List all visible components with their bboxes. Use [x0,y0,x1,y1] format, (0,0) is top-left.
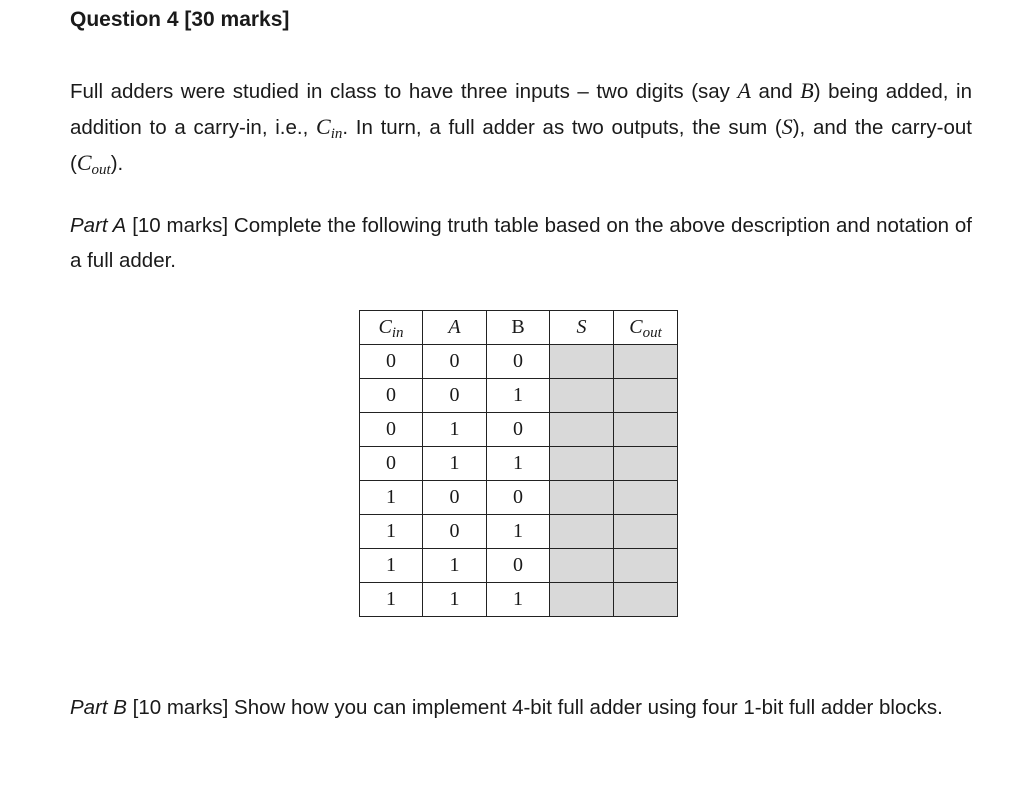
part-a-text: [10 marks] Complete the following truth table based on the above description and notation of a full adder. [70,214,972,272]
cell-s-answer[interactable] [550,447,614,481]
cell-a: 1 [423,447,487,481]
cell-a: 0 [423,481,487,515]
cell-s-answer[interactable] [550,345,614,379]
var-cin-sub: in [330,126,343,142]
header-a: A [423,311,487,345]
cell-s-answer[interactable] [550,413,614,447]
cell-a: 1 [423,583,487,617]
truth-table-header-row [360,311,678,345]
intro-paragraph [70,73,972,181]
cell-cout-answer[interactable] [614,549,678,583]
cell-cout-answer[interactable] [614,345,678,379]
cell-a: 1 [423,413,487,447]
cell-cout-answer[interactable] [614,413,678,447]
intro-text-2: and [750,80,801,103]
var-cin-base: C [316,114,331,139]
intro-text-6: ). [110,152,124,175]
cell-a: 0 [423,379,487,413]
cell-cout-answer[interactable] [614,515,678,549]
cell-cout-answer[interactable] [614,583,678,617]
part-b-label: Part B [70,696,127,719]
var-cin [316,114,343,142]
cell-cin: 1 [360,515,423,549]
cell-a: 0 [423,345,487,379]
question-title: Question 4 [30 marks] [70,8,290,31]
header-cout [614,311,678,345]
truth-table [359,310,678,617]
cell-cout-answer[interactable] [614,447,678,481]
table-row [360,583,678,617]
part-a-label: Part A [70,214,127,237]
cell-cin: 0 [360,413,423,447]
cell-s-answer[interactable] [550,515,614,549]
var-cout-sub: out [91,162,111,178]
cell-b: 1 [487,447,550,481]
cell-cin: 1 [360,549,423,583]
cell-b: 1 [487,515,550,549]
intro-text-1: Full adders were studied in class to have three inputs – two digits (say [70,80,738,103]
table-row [360,345,678,379]
cell-cout-answer[interactable] [614,379,678,413]
var-cout [76,150,111,178]
cell-s-answer[interactable] [550,549,614,583]
cell-b: 1 [487,379,550,413]
cell-cin: 1 [360,583,423,617]
header-cout-base: C [629,316,643,338]
table-row [360,413,678,447]
part-b-paragraph [70,690,972,725]
cell-s-answer[interactable] [550,481,614,515]
cell-b: 0 [487,481,550,515]
header-cin-base: C [378,316,392,338]
part-a-paragraph [70,208,972,278]
cell-cout-answer[interactable] [614,481,678,515]
var-b: B [800,78,814,103]
table-row [360,481,678,515]
table-row [360,379,678,413]
header-b: B [487,311,550,345]
table-row [360,549,678,583]
cell-a: 1 [423,549,487,583]
cell-cin: 1 [360,481,423,515]
cell-cin: 0 [360,379,423,413]
intro-text-4: . In turn, a full adder as two outputs, the sum ( [342,116,782,139]
cell-b: 0 [487,413,550,447]
header-s: S [550,311,614,345]
intro-text-3: ) being added, in addition to a carry-in, i.e., [70,80,972,139]
var-s: S [781,114,793,139]
cell-s-answer[interactable] [550,379,614,413]
table-row [360,447,678,481]
table-row [360,515,678,549]
cell-cin: 0 [360,345,423,379]
header-cin-sub: in [391,325,404,341]
cell-a: 0 [423,515,487,549]
part-b-text: [10 marks] Show how you can implement 4-bit full adder using four 1-bit full adder blocks. [126,696,943,719]
cell-b: 1 [487,583,550,617]
cell-s-answer[interactable] [550,583,614,617]
header-cin [360,311,423,345]
intro-text-5: ), and the carry-out ( [70,116,972,175]
cell-cin: 0 [360,447,423,481]
var-cout-base: C [76,150,92,175]
var-a: A [737,78,751,103]
header-cout-sub: out [642,325,662,341]
cell-b: 0 [487,345,550,379]
cell-b: 0 [487,549,550,583]
